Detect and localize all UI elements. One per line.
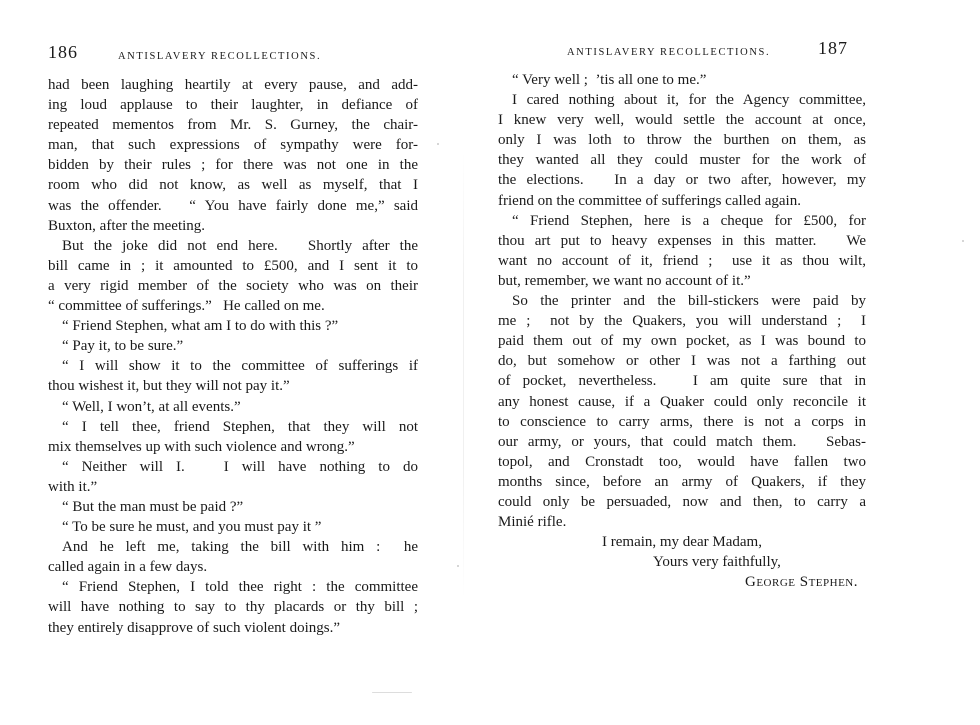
- text-line: “ But the man must be paid ?”: [62, 498, 244, 515]
- paper-speck: [457, 565, 459, 567]
- text-line: mix themselves up with such violence and wrong.”: [48, 438, 355, 455]
- text-line: paid them out of my own pocket, as I was bound to: [498, 333, 866, 350]
- text-line: do, but somehow or other I was not a farthing out: [498, 353, 866, 370]
- text-line: was the offender. “ You have fairly done me,” said: [48, 197, 418, 214]
- text-line: “ I will show it to the committee of sufferings if: [62, 358, 418, 375]
- text-line: “ I tell thee, friend Stephen, that they will not: [62, 418, 418, 435]
- text-line: bidden by their rules ; for there was not one in the: [48, 157, 418, 174]
- text-line: “ Pay it, to be sure.”: [62, 338, 184, 355]
- text-line: months since, before an army of Quakers, if they: [498, 473, 866, 490]
- text-line: “ Very well ; ’tis all one to me.”: [512, 72, 707, 88]
- text-line: to conscience to carry arms, there is not a corps in: [498, 413, 866, 430]
- text-line: And he left me, taking the bill with him : he: [62, 539, 418, 556]
- running-head: ANTISLAVERY RECOLLECTIONS.: [118, 51, 322, 62]
- text-line: “ committee of sufferings.” He called on me.: [48, 298, 325, 315]
- page-body-text: [498, 70, 866, 592]
- text-line: will have nothing to say to thy placards or thy bill ;: [48, 599, 418, 616]
- book-gutter: [463, 150, 464, 600]
- text-line: thou art put to heavy expenses in this matter. We: [498, 232, 866, 249]
- text-line: So the printer and the bill-stickers were paid by: [512, 293, 866, 310]
- text-line: want no account of it, friend ; use it as thou wilt,: [498, 252, 866, 269]
- text-line: Minié rifle.: [498, 514, 567, 531]
- text-line: “ Neither will I. I will have nothing to do: [62, 458, 418, 475]
- text-line: me ; not by the Quakers, you will understand ; I: [498, 313, 866, 330]
- letter-signature: George Stephen.: [745, 574, 859, 591]
- text-line: could only be persuaded, now and then, to carry a: [498, 493, 866, 510]
- text-line: topol, and Cronstadt too, would have fallen two: [498, 453, 866, 470]
- page-body-text: [48, 75, 418, 638]
- text-line: bill came in ; it amounted to £500, and I sent it to: [48, 257, 418, 274]
- paper-speck: [372, 692, 412, 693]
- text-line: ing loud applause to their laughter, in defiance of: [48, 97, 418, 114]
- text-lines: [498, 70, 866, 532]
- text-line: “ To be sure he must, and you must pay it ”: [62, 519, 322, 536]
- text-line: a very rigid member of the society who was on their: [48, 277, 418, 294]
- page-number: 187: [818, 38, 848, 58]
- text-line: the elections. In a day or two after, however, my: [498, 172, 866, 189]
- text-line: “ Friend Stephen, here is a cheque for £500, for: [512, 212, 866, 229]
- text-line: “ Friend Stephen, what am I to do with this ?”: [62, 318, 339, 335]
- text-line: I knew very well, would settle the account at once,: [498, 112, 866, 129]
- text-line: they wanted all they could muster for the work of: [498, 152, 866, 169]
- paper-speck: [962, 240, 964, 242]
- text-line: but, remember, we want no account of it.”: [498, 272, 751, 289]
- text-line: any honest cause, if a Quaker could only reconcile it: [498, 393, 866, 410]
- text-line: man, that such expressions of sympathy were for-: [48, 137, 418, 154]
- page-number: 186: [48, 42, 78, 62]
- text-line: our army, or yours, that could match them. Sebas-: [498, 433, 866, 450]
- letter-closing: I remain, my dear Madam,: [602, 534, 762, 551]
- text-line: with it.”: [48, 478, 98, 495]
- text-line: friend on the committee of sufferings called again.: [498, 192, 801, 209]
- text-line: room who did not know, as well as myself, that I: [48, 177, 418, 194]
- text-line: But the joke did not end here. Shortly after the: [62, 237, 418, 254]
- text-line: “ Friend Stephen, I told thee right : the committee: [62, 579, 418, 596]
- running-head: ANTISLAVERY RECOLLECTIONS.: [567, 47, 771, 58]
- text-line: I cared nothing about it, for the Agency committee,: [512, 92, 866, 109]
- text-line: Buxton, after the meeting.: [48, 217, 206, 234]
- text-line: thou wishest it, but they will not pay it.”: [48, 378, 290, 395]
- text-line: of pocket, nevertheless. I am quite sure that in: [498, 373, 866, 390]
- letter-valediction: Yours very faithfully,: [653, 554, 781, 571]
- text-line: “ Well, I won’t, at all events.”: [62, 398, 241, 415]
- text-line: called again in a few days.: [48, 559, 208, 576]
- text-line: only I was loth to throw the burthen on them, as: [498, 132, 866, 149]
- text-line: repeated mementos from Mr. S. Gurney, the chair-: [48, 117, 418, 134]
- paper-speck: [437, 143, 439, 145]
- text-line: had been laughing heartily at every pause, and add-: [48, 77, 418, 93]
- text-line: they entirely disapprove of such violent doings.”: [48, 619, 341, 636]
